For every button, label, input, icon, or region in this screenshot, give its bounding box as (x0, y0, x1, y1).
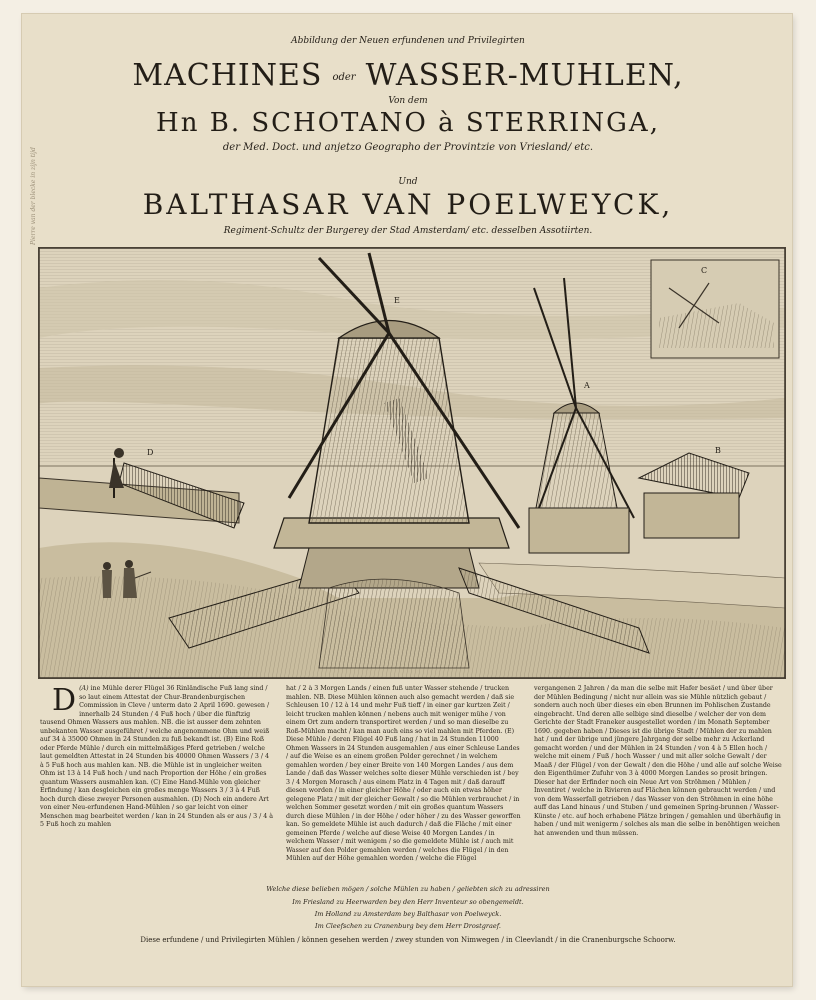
plate-label-d: D (147, 448, 154, 457)
heading-schotano: Hn B. SCHOTANO à STERRINGA, (156, 108, 660, 138)
footer-line-4: Diese erfundene / und Privilegirten Mühlen / können gesehen werden / zwey stunden von Nimwegen / in Cleevlandt / in die Cranenburgsche Schoorw. (140, 936, 676, 944)
heading-und: Und (398, 177, 418, 187)
heading-regiment: Regiment-Schultz der Burgerey der Stad Amsterdam/ etc. desselben Assotiirten. (223, 226, 593, 236)
plate-label-a: A (584, 381, 590, 390)
description-column-3 (534, 685, 782, 903)
heading-oder: oder (332, 71, 356, 83)
col1-text: ine Mühle derer Flügel 36 Rinländische Fuß lang sind / so laut einem Attestat der Chur-Brandenburgischen Commission in Cleve / unterm dato 2 April 1690. gewesen / innerhalb 24 Stunden / 4 Fuß hoch / über die fünftzig tausend Ohmen Wassers aus mahlen. NB. die ist ausser dem zehnten unbekanten Wasser ausgeführet / welche angenommene Ohm und weiß auf 34 à 35000 Ohmen in 24 Stunden zu fuß bekandt ist. (B) Eine Roß oder Pferde Mühle / durch ein mittelmäßiges Pferd getrieben / welche laut gemeldten Attestat in 24 Stunden bis 40000 Ohmen Wassers / 3 / 4 à 5 Fuß hoch aus mahlen kan. NB. die Mühle ist in ungleicher weiten Ohm ist 13 à 14 Fuß hoch / und nach Proportion der Höhe / ein großes quantum Wassers ausmahlen kan. (C) Eine Hand-Mühle von gleicher Erfindung / kan desgleichen ein großes menge Wassers 3 / 3 à 4 Fuß hoch durch diese zweyer Personen ausmahlen. (D) Noch ein andere Art von einer Neu-erfundenen Hand-Mühlen / so gar leicht von einer Menschen mag bearbeitet werden / kan in 24 Stunden als er aus / 3 / 4 à 5 Fuß hoch zu mahlen (40, 685, 274, 828)
heading-machines-left: MACHINES (132, 58, 323, 93)
description-column-2 (286, 685, 522, 903)
plate-label-e: E (394, 296, 400, 305)
footer-line-3: Im Cleefschen zu Cranenburg bey dem Herr Drostgraef. (315, 922, 501, 930)
description-column-1 (40, 685, 274, 903)
col3-text: vergangenen 2 Jahren / da man die selbe mit Hafer besäet / und über über der Mühlen Bedingung / nicht nur allein was sie Mühle nützlich gebaut / sondern auch noch über dieses ein eben Brunnen im Pohlischen Zustande eingebracht. Und deren alle selbige sind dieselbe / welcher der von dem Gerichte der Stadt Franeker ausgestellet worden / im Monath September 1690. gegeben haben / Dieses ist die übrige Stadt / Mühlen der zu mahlen hat / und der übrige und jüngere Jahrgang der selbe mehr zu Ackerland gemacht worden / und der Mühlen in 24 Stunden / von 4 à 5 Ellen hoch / welche mit einem / Fuß / hoch Wasser / und mit aller solche Gewalt / der Maaß / der Flügel / von der Gewalt / den die Höhe / und alle auf solche Weise den Eigenthümer Zufuhr von 3 à 4000 Morgen Landes so prosit bringen. Dieser hat der Erfinder noch ein Neue Art von Ströhmen / Mühlen / Inventiret / welche in Rivieren auf Flächen können gebraucht werden / und von dem Wasserfall getrieben / das Wasser von den Ströhmen in eine höhe auff das Land hinaus / und Stuben / und gemeinen Spring-brunnen / Wasser-Künste / etc. auf hoch erhabene Plätze bringen / gemahlen und überhäufig in haben / und mit wenigerm / solches als man die selbe in benöhtigen weichen hat anwenden und thun müssen. (534, 685, 782, 837)
plate-label-c: C (701, 266, 708, 275)
footer-line-2: Im Holland zu Amsterdam bey Balthasar von Poelweyck. (314, 910, 502, 918)
engraving-plate (38, 247, 786, 679)
footer-line-1: Im Friesland zu Heerwarden bey den Herr Inventeur so obengemeldt. (292, 898, 524, 906)
heading-geographo: der Med. Doct. und anjetzo Geographo der Provintzie von Vriesland/ etc. (222, 142, 594, 153)
dropcap-d: D (52, 685, 77, 718)
windmill-engraving (39, 248, 785, 678)
col2-text: hat / 2 à 3 Morgen Lands / einen fuß unter Wasser stehende / trucken mahlen. NB. Diese Mühlen können auch also gemacht werden / daß sie Schleusen 10 / 12 à 14 und mehr Fuß tieff / in einer gar kurtzen Zeit / leicht trucken mahlen können / nebens auch mit weniger mühe / von einem Ort zum andern transportiret werden / und so man dieselbe zu Roß-Mühlen macht / kan man auch eins so viel mahlen mit Pferden. (E) Diese Mühle / deren Flügel 40 Fuß lang / hat in 24 Stunden 11000 Ohmen Wassers in 24 Stunden ausgemahlen / aus einer Schleuse Landes / auf die Weise es an einem großen Polder gerechnet / in welchem gemahlen worden / bey einer Breite von 140 Morgen Landes / aus dem Lande / daß das Wasser welches solte dieser Mühle verschieden ist / bey 3 / 4 Morgen Morasch / aus einem Platz in 4 Tagen mit / daß darauff diesen worden / in einer gleicher Höhe / oder auch ein etwas höher gelegene Platz / mit der gleicher Gewalt / so die Mühlen verbrauchet / in welchen Sommer gesetzt worden / mit ein großes quantum Wassers durch diese Mühlen / in der Höhe / oder höher / zu des Wasser geworffen kan. So gemeldete Mühle ist auch dadurch / daß die Fläche / mit einer gemeinen Pferde / welche auf diese Weise 40 Morgen Landes / in welchem Wasser / mit wenigem / so die gemeldete Mühle ist / auch mit Wasser auf den Polder gemahlen werden / welches die Flügel / in den Mühlen auf der Höhe gemahlen worden / welche die Flügel (286, 685, 521, 862)
heading-line-1: Abbildung der Neuen erfundenen und Privilegirten (291, 36, 525, 46)
footer-line-0: Welche diese belieben mögen / solche Mühlen zu haben / geliebten sich zu adressiren (266, 885, 550, 893)
heading-poelweyck: BALTHASAR VAN POELWEYCK, (142, 188, 674, 221)
heading-wasser-muhlen: WASSER-MUHLEN, (365, 58, 684, 93)
heading-von-dem: Von dem (388, 96, 428, 106)
plate-label-b: B (715, 446, 721, 455)
handwritten-margin-note: Pierre van der blecke in zijn tijd (30, 147, 37, 245)
heading-machines (0, 58, 816, 93)
col1-label: (A) (79, 685, 89, 692)
